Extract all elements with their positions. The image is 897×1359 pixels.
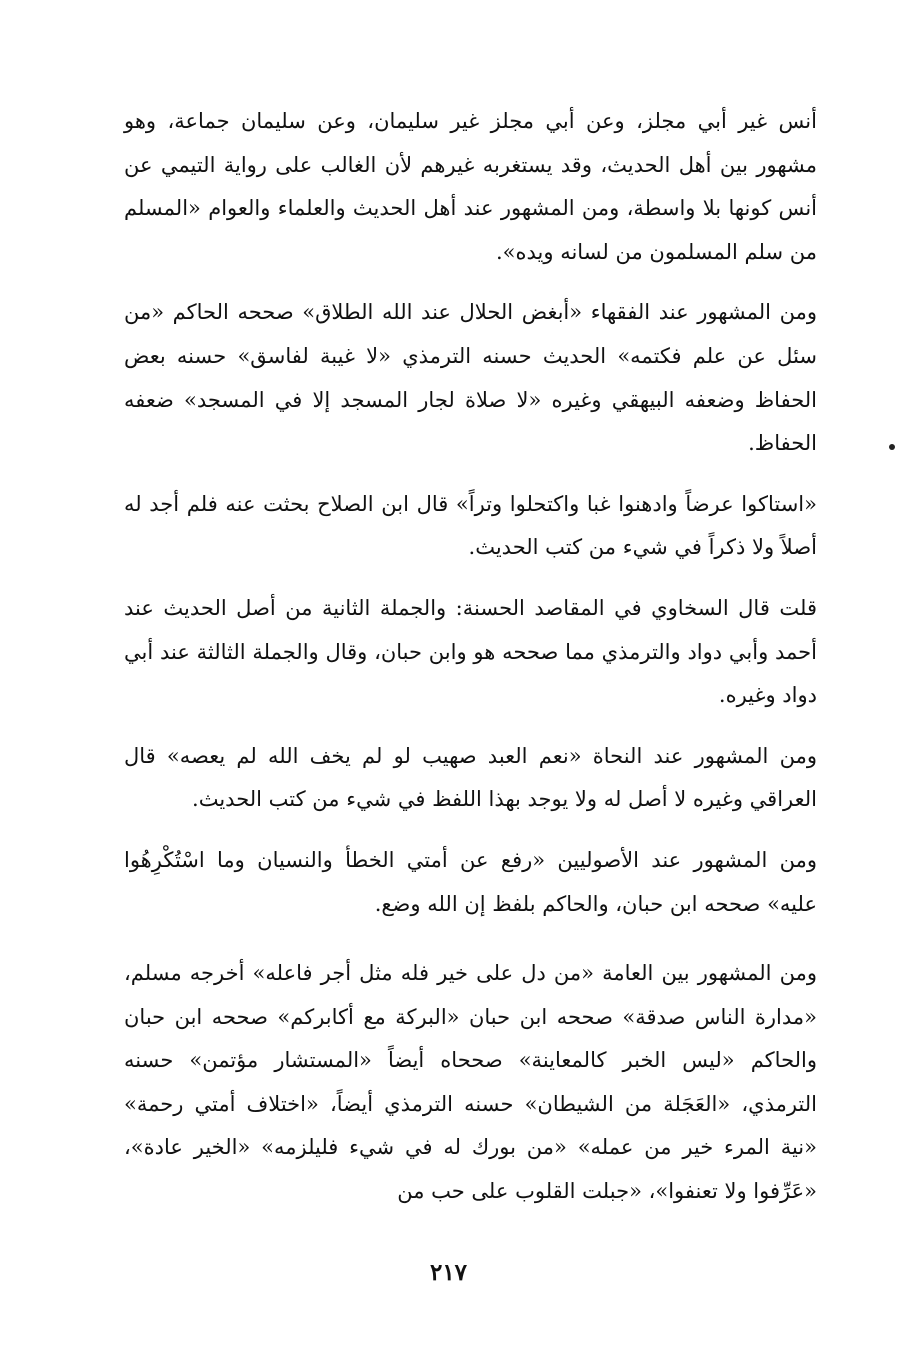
paragraph-7: ومن المشهور بين العامة «من دل على خير فله مثل أجر فاعله» أخرجه مسلم، «مدارة الناس صدقة» صححه ابن حبان «البركة مع أكابركم» صححه ابن حبان والحاكم «ليس الخبر كالمعاينة» صححاه أيضاً «المستشار مؤتمن» حسنه الترمذي، «العَجَلة من الشيطان» حسنه الترمذي أيضاً، «اختلاف أمتي رحمة» «نية المرء خير من عمله» «من بورك له في شيء فليلزمه» «الخير عادة»، «عَرِّفوا ولا تعنفوا»، «جبلت القلوب على حب من [124,961,817,1204]
paragraph-5: ومن المشهور عند النحاة «نعم العبد صهيب لو لم يخف الله لم يعصه» قال العراقي وغيره لا أصل له ولا يوجد بهذا اللفظ في شيء من كتب الحديث. [124,743,817,812]
paragraph-4: قلت قال السخاوي في المقاصد الحسنة: والجملة الثانية من أصل الحديث عند أحمد وأبي دواد والترمذي مما صححه هو وابن حبان، وقال والجملة الثالثة عند أبي دواد وغيره. [124,595,817,708]
paragraph-2: ومن المشهور عند الفقهاء «أبغض الحلال عند الله الطلاق» صححه الحاكم «من سئل عن علم فكتمه» الحديث حسنه الترمذي «لا غيبة لفاسق» حسنه بعض الحفاظ وضعفه البيهقي وغيره «لا صلاة لجار المسجد إلا في المسجد» ضعفه الحفاظ. [124,300,817,456]
body-text [124,100,817,1214]
paragraph-6: ومن المشهور عند الأصوليين «رفع عن أمتي الخطأ والنسيان وما اسْتُكْرِهُوا عليه» صححه ابن حبان، والحاكم بلفظ إن الله وضع. [124,847,817,916]
paragraph-3: «استاكوا عرضاً وادهنوا غبا واكتحلوا وتراً» قال ابن الصلاح بحثت عنه فلم أجد له أصلاً ولا ذكراً في شيء من كتب الحديث. [124,491,817,560]
margin-mark [889,444,895,450]
paragraph-1: أنس غير أبي مجلز، وعن أبي مجلز غير سليمان، وعن سليمان جماعة، وهو مشهور بين أهل الحديث، وقد يستغربه غيرهم لأن الغالب على رواية التيمي عن أنس كونها بلا واسطة، ومن المشهور عند أهل الحديث والعلماء والعوام «المسلم من سلم المسلمون من لسانه ويده». [124,109,817,264]
page-number: ٢١٧ [429,1259,468,1286]
